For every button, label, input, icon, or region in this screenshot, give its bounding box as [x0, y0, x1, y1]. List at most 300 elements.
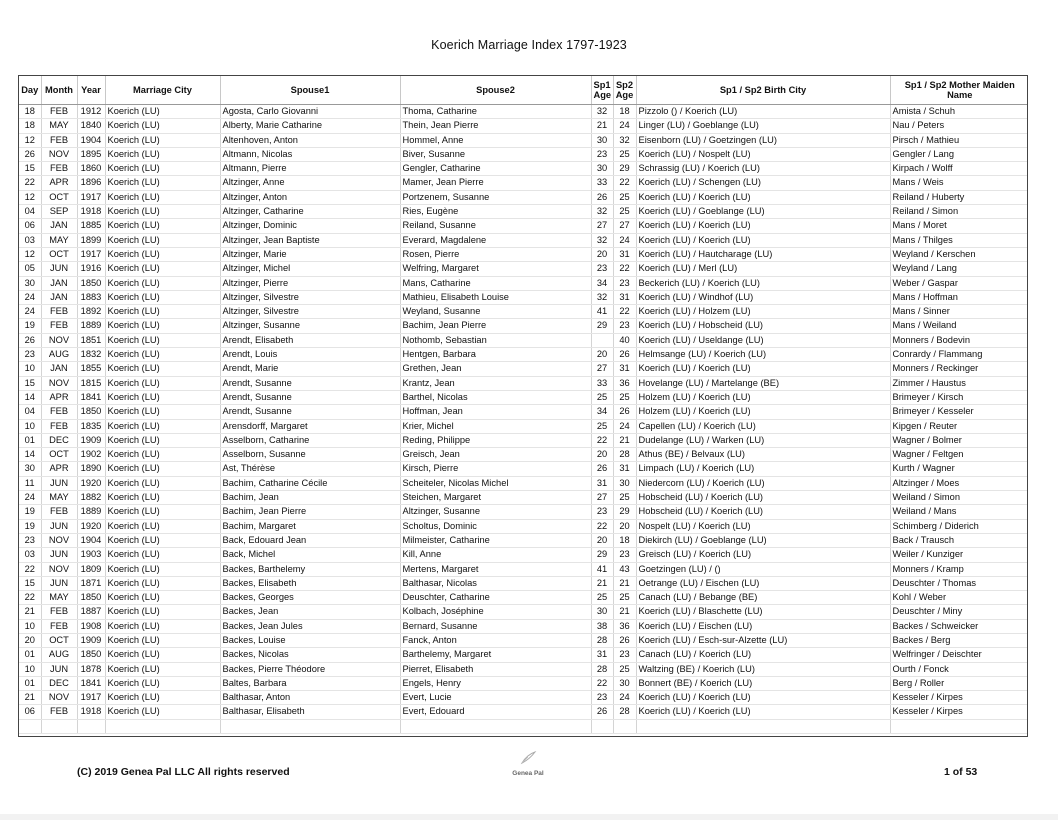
cell-birth-city: Koerich (LU) / Koerich (LU): [636, 362, 890, 376]
table-row: [19, 305, 1028, 319]
cell-mother-maiden-name: Welfringer / Deischter: [890, 648, 1028, 662]
cell-month: APR: [41, 462, 77, 476]
cell-spouse1: Arendt, Susanne: [220, 376, 400, 390]
table-row: [19, 533, 1028, 547]
cell-year: 1850: [77, 405, 105, 419]
cell-marriage-city: Koerich (LU): [105, 691, 220, 705]
cell-month: FEB: [41, 505, 77, 519]
cell-sp2-age: 32: [613, 133, 636, 147]
cell-spouse1: Asselborn, Susanne: [220, 448, 400, 462]
cell-day: 18: [19, 105, 41, 119]
cell-marriage-city: Koerich (LU): [105, 205, 220, 219]
cell-spouse1: Bachim, Jean: [220, 491, 400, 505]
col-header-birth-city: Sp1 / Sp2 Birth City: [636, 76, 890, 105]
cell-birth-city: Goetzingen (LU) / (): [636, 562, 890, 576]
table-row: [19, 333, 1028, 347]
logo-text: Genea Pal: [512, 770, 544, 777]
table-row: [19, 491, 1028, 505]
cell-spouse2: Nothomb, Sebastian: [400, 333, 591, 347]
cell-month: DEC: [41, 433, 77, 447]
cell-spouse2: Altzinger, Susanne: [400, 505, 591, 519]
cell-spouse2: Evert, Edouard: [400, 705, 591, 719]
cell-year: 1917: [77, 190, 105, 204]
cell-marriage-city: Koerich (LU): [105, 419, 220, 433]
table-row: [19, 133, 1028, 147]
cell-spouse2: Bachim, Jean Pierre: [400, 319, 591, 333]
cell-year: 1890: [77, 462, 105, 476]
cell-spouse1: Backes, Louise: [220, 633, 400, 647]
cell-spouse1: Balthasar, Anton: [220, 691, 400, 705]
cell-sp2-age: 31: [613, 290, 636, 304]
cell-marriage-city: Koerich (LU): [105, 362, 220, 376]
cell-spouse1: Arendt, Susanne: [220, 405, 400, 419]
cell-day: 15: [19, 162, 41, 176]
cell-year: 1885: [77, 219, 105, 233]
cell-marriage-city: Koerich (LU): [105, 276, 220, 290]
cell-sp2-age: 28: [613, 705, 636, 719]
cell-spouse2: Deuschter, Catharine: [400, 591, 591, 605]
cell-day: 20: [19, 633, 41, 647]
cell-month: FEB: [41, 419, 77, 433]
cell-day: 12: [19, 247, 41, 261]
cell-sp2-age: 21: [613, 433, 636, 447]
cell-birth-city: Holzem (LU) / Koerich (LU): [636, 405, 890, 419]
table-row: [19, 576, 1028, 590]
cell-sp1-age: 30: [591, 133, 613, 147]
cell-birth-city: Nospelt (LU) / Koerich (LU): [636, 519, 890, 533]
cell-marriage-city: Koerich (LU): [105, 448, 220, 462]
table-row: [19, 105, 1028, 119]
cell-sp1-age: 27: [591, 219, 613, 233]
cell-mother-maiden-name: Wagner / Bolmer: [890, 433, 1028, 447]
cell-marriage-city: Koerich (LU): [105, 633, 220, 647]
cell-spouse2: Krier, Michel: [400, 419, 591, 433]
table-header-row: [19, 76, 1028, 105]
cell-spouse2: Hentgen, Barbara: [400, 348, 591, 362]
cell-month: JAN: [41, 276, 77, 290]
cell-day: 11: [19, 476, 41, 490]
cell-birth-city: Holzem (LU) / Koerich (LU): [636, 390, 890, 404]
cell-sp1-age: 31: [591, 648, 613, 662]
cell-sp2-age: 23: [613, 548, 636, 562]
cell-birth-city: Oetrange (LU) / Eischen (LU): [636, 576, 890, 590]
col-header-marriage-city: Marriage City: [105, 76, 220, 105]
table-row: [19, 676, 1028, 690]
cell-marriage-city: Koerich (LU): [105, 676, 220, 690]
table-row: [19, 262, 1028, 276]
cell-sp2-age: 23: [613, 276, 636, 290]
cell-month: NOV: [41, 147, 77, 161]
cell-spouse2: Kolbach, Joséphine: [400, 605, 591, 619]
cell-birth-city: Koerich (LU) / Blaschette (LU): [636, 605, 890, 619]
cell-spouse2: Rosen, Pierre: [400, 247, 591, 261]
cell-year: 1850: [77, 276, 105, 290]
cell-empty: [77, 719, 105, 733]
col-header-spouse1: Spouse1: [220, 76, 400, 105]
cell-birth-city: Athus (BE) / Belvaux (LU): [636, 448, 890, 462]
cell-empty: [220, 719, 400, 733]
cell-spouse2: Balthasar, Nicolas: [400, 576, 591, 590]
cell-birth-city: Beckerich (LU) / Koerich (LU): [636, 276, 890, 290]
cell-empty: [41, 719, 77, 733]
cell-mother-maiden-name: Mans / Moret: [890, 219, 1028, 233]
cell-spouse2: Hoffman, Jean: [400, 405, 591, 419]
cell-sp1-age: 21: [591, 119, 613, 133]
cell-month: JAN: [41, 290, 77, 304]
cell-spouse2: Krantz, Jean: [400, 376, 591, 390]
cell-marriage-city: Koerich (LU): [105, 119, 220, 133]
table-row: [19, 662, 1028, 676]
cell-sp2-age: 25: [613, 205, 636, 219]
cell-marriage-city: Koerich (LU): [105, 247, 220, 261]
cell-sp1-age: 25: [591, 390, 613, 404]
cell-birth-city: Koerich (LU) / Koerich (LU): [636, 190, 890, 204]
cell-month: MAY: [41, 491, 77, 505]
cell-empty: [890, 719, 1028, 733]
cell-year: 1909: [77, 433, 105, 447]
cell-marriage-city: Koerich (LU): [105, 433, 220, 447]
cell-spouse1: Arendt, Susanne: [220, 390, 400, 404]
cell-year: 1918: [77, 205, 105, 219]
cell-month: OCT: [41, 190, 77, 204]
cell-birth-city: Diekirch (LU) / Goeblange (LU): [636, 533, 890, 547]
cell-sp2-age: 21: [613, 576, 636, 590]
cell-year: 1860: [77, 162, 105, 176]
cell-sp2-age: 24: [613, 119, 636, 133]
cell-spouse1: Altzinger, Anton: [220, 190, 400, 204]
cell-year: 1841: [77, 390, 105, 404]
cell-mother-maiden-name: Schimberg / Diderich: [890, 519, 1028, 533]
cell-spouse1: Altzinger, Pierre: [220, 276, 400, 290]
cell-birth-city: Schrassig (LU) / Koerich (LU): [636, 162, 890, 176]
cell-mother-maiden-name: Backes / Schweicker: [890, 619, 1028, 633]
col-header-mother-maiden-name: Sp1 / Sp2 Mother Maiden Name: [890, 76, 1028, 105]
cell-sp1-age: 32: [591, 105, 613, 119]
cell-spouse1: Altenhoven, Anton: [220, 133, 400, 147]
table-row: [19, 619, 1028, 633]
cell-birth-city: Limpach (LU) / Koerich (LU): [636, 462, 890, 476]
cell-spouse2: Scholtus, Dominic: [400, 519, 591, 533]
cell-spouse1: Backes, Jean Jules: [220, 619, 400, 633]
marriage-index-table: [18, 75, 1028, 737]
cell-marriage-city: Koerich (LU): [105, 219, 220, 233]
cell-marriage-city: Koerich (LU): [105, 333, 220, 347]
cell-sp2-age: 25: [613, 147, 636, 161]
cell-spouse2: Mertens, Margaret: [400, 562, 591, 576]
cell-marriage-city: Koerich (LU): [105, 476, 220, 490]
cell-birth-city: Canach (LU) / Koerich (LU): [636, 648, 890, 662]
cell-month: MAY: [41, 119, 77, 133]
table-row: [19, 419, 1028, 433]
cell-day: 23: [19, 533, 41, 547]
cell-spouse1: Arendt, Louis: [220, 348, 400, 362]
cell-sp2-age: 21: [613, 605, 636, 619]
cell-mother-maiden-name: Zimmer / Haustus: [890, 376, 1028, 390]
cell-spouse1: Altzinger, Susanne: [220, 319, 400, 333]
cell-sp2-age: 40: [613, 333, 636, 347]
cell-marriage-city: Koerich (LU): [105, 576, 220, 590]
cell-sp1-age: 23: [591, 505, 613, 519]
cell-spouse2: Mans, Catharine: [400, 276, 591, 290]
cell-marriage-city: Koerich (LU): [105, 319, 220, 333]
cell-day: 22: [19, 591, 41, 605]
cell-birth-city: Bonnert (BE) / Koerich (LU): [636, 676, 890, 690]
cell-spouse2: Evert, Lucie: [400, 691, 591, 705]
cell-mother-maiden-name: Amista / Schuh: [890, 105, 1028, 119]
cell-year: 1878: [77, 662, 105, 676]
cell-month: FEB: [41, 133, 77, 147]
cell-spouse2: Biver, Susanne: [400, 147, 591, 161]
col-header-sp2-age: Sp2 Age: [613, 76, 636, 105]
cell-year: 1889: [77, 505, 105, 519]
table-row: [19, 548, 1028, 562]
cell-sp1-age: 27: [591, 491, 613, 505]
cell-mother-maiden-name: Deuschter / Thomas: [890, 576, 1028, 590]
table-row: [19, 691, 1028, 705]
cell-year: 1889: [77, 319, 105, 333]
cell-year: 1904: [77, 133, 105, 147]
cell-sp2-age: 36: [613, 376, 636, 390]
cell-marriage-city: Koerich (LU): [105, 290, 220, 304]
cell-mother-maiden-name: Brimeyer / Kesseler: [890, 405, 1028, 419]
cell-spouse1: Bachim, Jean Pierre: [220, 505, 400, 519]
cell-year: 1841: [77, 676, 105, 690]
copyright-notice: (C) 2019 Genea Pal LLC All rights reserved: [77, 766, 290, 778]
cell-year: 1809: [77, 562, 105, 576]
cell-birth-city: Koerich (LU) / Merl (LU): [636, 262, 890, 276]
cell-birth-city: Koerich (LU) / Hautcharage (LU): [636, 247, 890, 261]
cell-sp1-age: 27: [591, 362, 613, 376]
cell-spouse2: Scheiteler, Nicolas Michel: [400, 476, 591, 490]
cell-spouse1: Baltes, Barbara: [220, 676, 400, 690]
cell-sp1-age: 33: [591, 176, 613, 190]
cell-sp1-age: 28: [591, 633, 613, 647]
cell-birth-city: Dudelange (LU) / Warken (LU): [636, 433, 890, 447]
cell-mother-maiden-name: Reiland / Huberty: [890, 190, 1028, 204]
cell-mother-maiden-name: Back / Trausch: [890, 533, 1028, 547]
cell-sp1-age: 41: [591, 305, 613, 319]
cell-sp2-age: 43: [613, 562, 636, 576]
cell-sp2-age: 29: [613, 505, 636, 519]
page-bottom-edge: [0, 814, 1058, 820]
cell-month: NOV: [41, 376, 77, 390]
cell-year: 1840: [77, 119, 105, 133]
cell-month: FEB: [41, 605, 77, 619]
cell-year: 1918: [77, 705, 105, 719]
col-header-month: Month: [41, 76, 77, 105]
cell-mother-maiden-name: Mans / Thilges: [890, 233, 1028, 247]
cell-marriage-city: Koerich (LU): [105, 519, 220, 533]
cell-mother-maiden-name: Weyland / Lang: [890, 262, 1028, 276]
cell-spouse2: Everard, Magdalene: [400, 233, 591, 247]
cell-spouse1: Arendt, Marie: [220, 362, 400, 376]
cell-sp2-age: 27: [613, 219, 636, 233]
genea-pal-logo: [505, 751, 551, 777]
cell-empty: [613, 719, 636, 733]
cell-day: 01: [19, 676, 41, 690]
cell-empty: [636, 719, 890, 733]
cell-year: 1895: [77, 147, 105, 161]
cell-day: 19: [19, 505, 41, 519]
cell-spouse2: Steichen, Margaret: [400, 491, 591, 505]
cell-spouse1: Altzinger, Marie: [220, 247, 400, 261]
cell-spouse1: Altzinger, Anne: [220, 176, 400, 190]
cell-month: NOV: [41, 562, 77, 576]
cell-year: 1883: [77, 290, 105, 304]
cell-sp1-age: 22: [591, 433, 613, 447]
cell-marriage-city: Koerich (LU): [105, 491, 220, 505]
table-row: [19, 390, 1028, 404]
cell-marriage-city: Koerich (LU): [105, 462, 220, 476]
cell-birth-city: Canach (LU) / Bebange (BE): [636, 591, 890, 605]
cell-sp1-age: 30: [591, 605, 613, 619]
cell-marriage-city: Koerich (LU): [105, 176, 220, 190]
cell-year: 1882: [77, 491, 105, 505]
cell-spouse1: Backes, Elisabeth: [220, 576, 400, 590]
cell-sp2-age: 31: [613, 362, 636, 376]
cell-month: JUN: [41, 576, 77, 590]
cell-sp1-age: 29: [591, 548, 613, 562]
cell-spouse1: Altzinger, Silvestre: [220, 290, 400, 304]
cell-year: 1920: [77, 476, 105, 490]
cell-birth-city: Capellen (LU) / Koerich (LU): [636, 419, 890, 433]
cell-birth-city: Pizzolo () / Koerich (LU): [636, 105, 890, 119]
cell-day: 06: [19, 219, 41, 233]
table-row: [19, 505, 1028, 519]
cell-sp2-age: 18: [613, 105, 636, 119]
table-row: [19, 462, 1028, 476]
table-row: [19, 448, 1028, 462]
cell-birth-city: Koerich (LU) / Koerich (LU): [636, 219, 890, 233]
cell-day: 01: [19, 648, 41, 662]
cell-month: JUN: [41, 548, 77, 562]
cell-marriage-city: Koerich (LU): [105, 190, 220, 204]
cell-marriage-city: Koerich (LU): [105, 533, 220, 547]
cell-day: 18: [19, 119, 41, 133]
cell-spouse2: Kill, Anne: [400, 548, 591, 562]
cell-marriage-city: Koerich (LU): [105, 105, 220, 119]
cell-spouse2: Weyland, Susanne: [400, 305, 591, 319]
cell-sp1-age: 26: [591, 705, 613, 719]
table-row: [19, 591, 1028, 605]
cell-day: 12: [19, 133, 41, 147]
cell-sp1-age: 26: [591, 462, 613, 476]
table-row: [19, 705, 1028, 719]
cell-year: 1887: [77, 605, 105, 619]
cell-month: AUG: [41, 648, 77, 662]
cell-spouse1: Back, Edouard Jean: [220, 533, 400, 547]
cell-sp1-age: 25: [591, 591, 613, 605]
cell-mother-maiden-name: Kurth / Wagner: [890, 462, 1028, 476]
cell-birth-city: Koerich (LU) / Esch-sur-Alzette (LU): [636, 633, 890, 647]
cell-spouse1: Bachim, Margaret: [220, 519, 400, 533]
cell-mother-maiden-name: Weyland / Kerschen: [890, 247, 1028, 261]
cell-spouse2: Welfring, Margaret: [400, 262, 591, 276]
cell-sp1-age: 23: [591, 147, 613, 161]
cell-sp1-age: 32: [591, 205, 613, 219]
cell-spouse2: Mamer, Jean Pierre: [400, 176, 591, 190]
cell-mother-maiden-name: Reiland / Simon: [890, 205, 1028, 219]
cell-mother-maiden-name: Weber / Gaspar: [890, 276, 1028, 290]
cell-mother-maiden-name: Berg / Roller: [890, 676, 1028, 690]
cell-mother-maiden-name: Ourth / Fonck: [890, 662, 1028, 676]
cell-day: 14: [19, 390, 41, 404]
cell-month: FEB: [41, 405, 77, 419]
table-row: [19, 476, 1028, 490]
cell-sp1-age: 38: [591, 619, 613, 633]
cell-day: 04: [19, 205, 41, 219]
cell-day: 10: [19, 419, 41, 433]
cell-mother-maiden-name: Weiland / Simon: [890, 491, 1028, 505]
cell-month: MAY: [41, 233, 77, 247]
cell-sp2-age: 24: [613, 419, 636, 433]
cell-mother-maiden-name: Kirpach / Wolff: [890, 162, 1028, 176]
leaf-icon: [518, 751, 538, 765]
cell-spouse1: Altzinger, Catharine: [220, 205, 400, 219]
cell-month: JAN: [41, 362, 77, 376]
cell-mother-maiden-name: Monners / Bodevin: [890, 333, 1028, 347]
table-row: [19, 348, 1028, 362]
cell-spouse2: Reiland, Susanne: [400, 219, 591, 233]
cell-year: 1902: [77, 448, 105, 462]
cell-sp1-age: 21: [591, 576, 613, 590]
cell-mother-maiden-name: Conrardy / Flammang: [890, 348, 1028, 362]
cell-mother-maiden-name: Brimeyer / Kirsch: [890, 390, 1028, 404]
cell-spouse1: Altzinger, Jean Baptiste: [220, 233, 400, 247]
cell-birth-city: Koerich (LU) / Nospelt (LU): [636, 147, 890, 161]
table-body: [19, 105, 1028, 734]
cell-mother-maiden-name: Gengler / Lang: [890, 147, 1028, 161]
cell-spouse1: Bachim, Catharine Cécile: [220, 476, 400, 490]
cell-year: 1815: [77, 376, 105, 390]
cell-birth-city: Waltzing (BE) / Koerich (LU): [636, 662, 890, 676]
cell-birth-city: Koerich (LU) / Goeblange (LU): [636, 205, 890, 219]
cell-sp2-age: 22: [613, 262, 636, 276]
table-row: [19, 633, 1028, 647]
cell-birth-city: Koerich (LU) / Koerich (LU): [636, 705, 890, 719]
cell-day: 26: [19, 333, 41, 347]
cell-mother-maiden-name: Mans / Hoffman: [890, 290, 1028, 304]
cell-year: 1832: [77, 348, 105, 362]
cell-sp1-age: 31: [591, 476, 613, 490]
cell-marriage-city: Koerich (LU): [105, 619, 220, 633]
cell-marriage-city: Koerich (LU): [105, 591, 220, 605]
cell-sp1-age: 26: [591, 190, 613, 204]
cell-sp1-age: 22: [591, 676, 613, 690]
cell-spouse1: Backes, Pierre Théodore: [220, 662, 400, 676]
cell-day: 23: [19, 348, 41, 362]
cell-mother-maiden-name: Mans / Weiland: [890, 319, 1028, 333]
cell-spouse1: Altzinger, Michel: [220, 262, 400, 276]
cell-month: FEB: [41, 705, 77, 719]
cell-sp2-age: 28: [613, 448, 636, 462]
cell-day: 19: [19, 519, 41, 533]
cell-empty: [400, 719, 591, 733]
cell-month: FEB: [41, 105, 77, 119]
cell-year: 1917: [77, 691, 105, 705]
cell-year: 1899: [77, 233, 105, 247]
cell-sp1-age: 34: [591, 405, 613, 419]
cell-sp1-age: 29: [591, 319, 613, 333]
cell-birth-city: Niedercorn (LU) / Koerich (LU): [636, 476, 890, 490]
cell-sp1-age: 23: [591, 262, 613, 276]
cell-spouse1: Back, Michel: [220, 548, 400, 562]
cell-spouse2: Kirsch, Pierre: [400, 462, 591, 476]
cell-day: 04: [19, 405, 41, 419]
cell-mother-maiden-name: Mans / Weis: [890, 176, 1028, 190]
cell-marriage-city: Koerich (LU): [105, 390, 220, 404]
cell-sp2-age: 30: [613, 476, 636, 490]
